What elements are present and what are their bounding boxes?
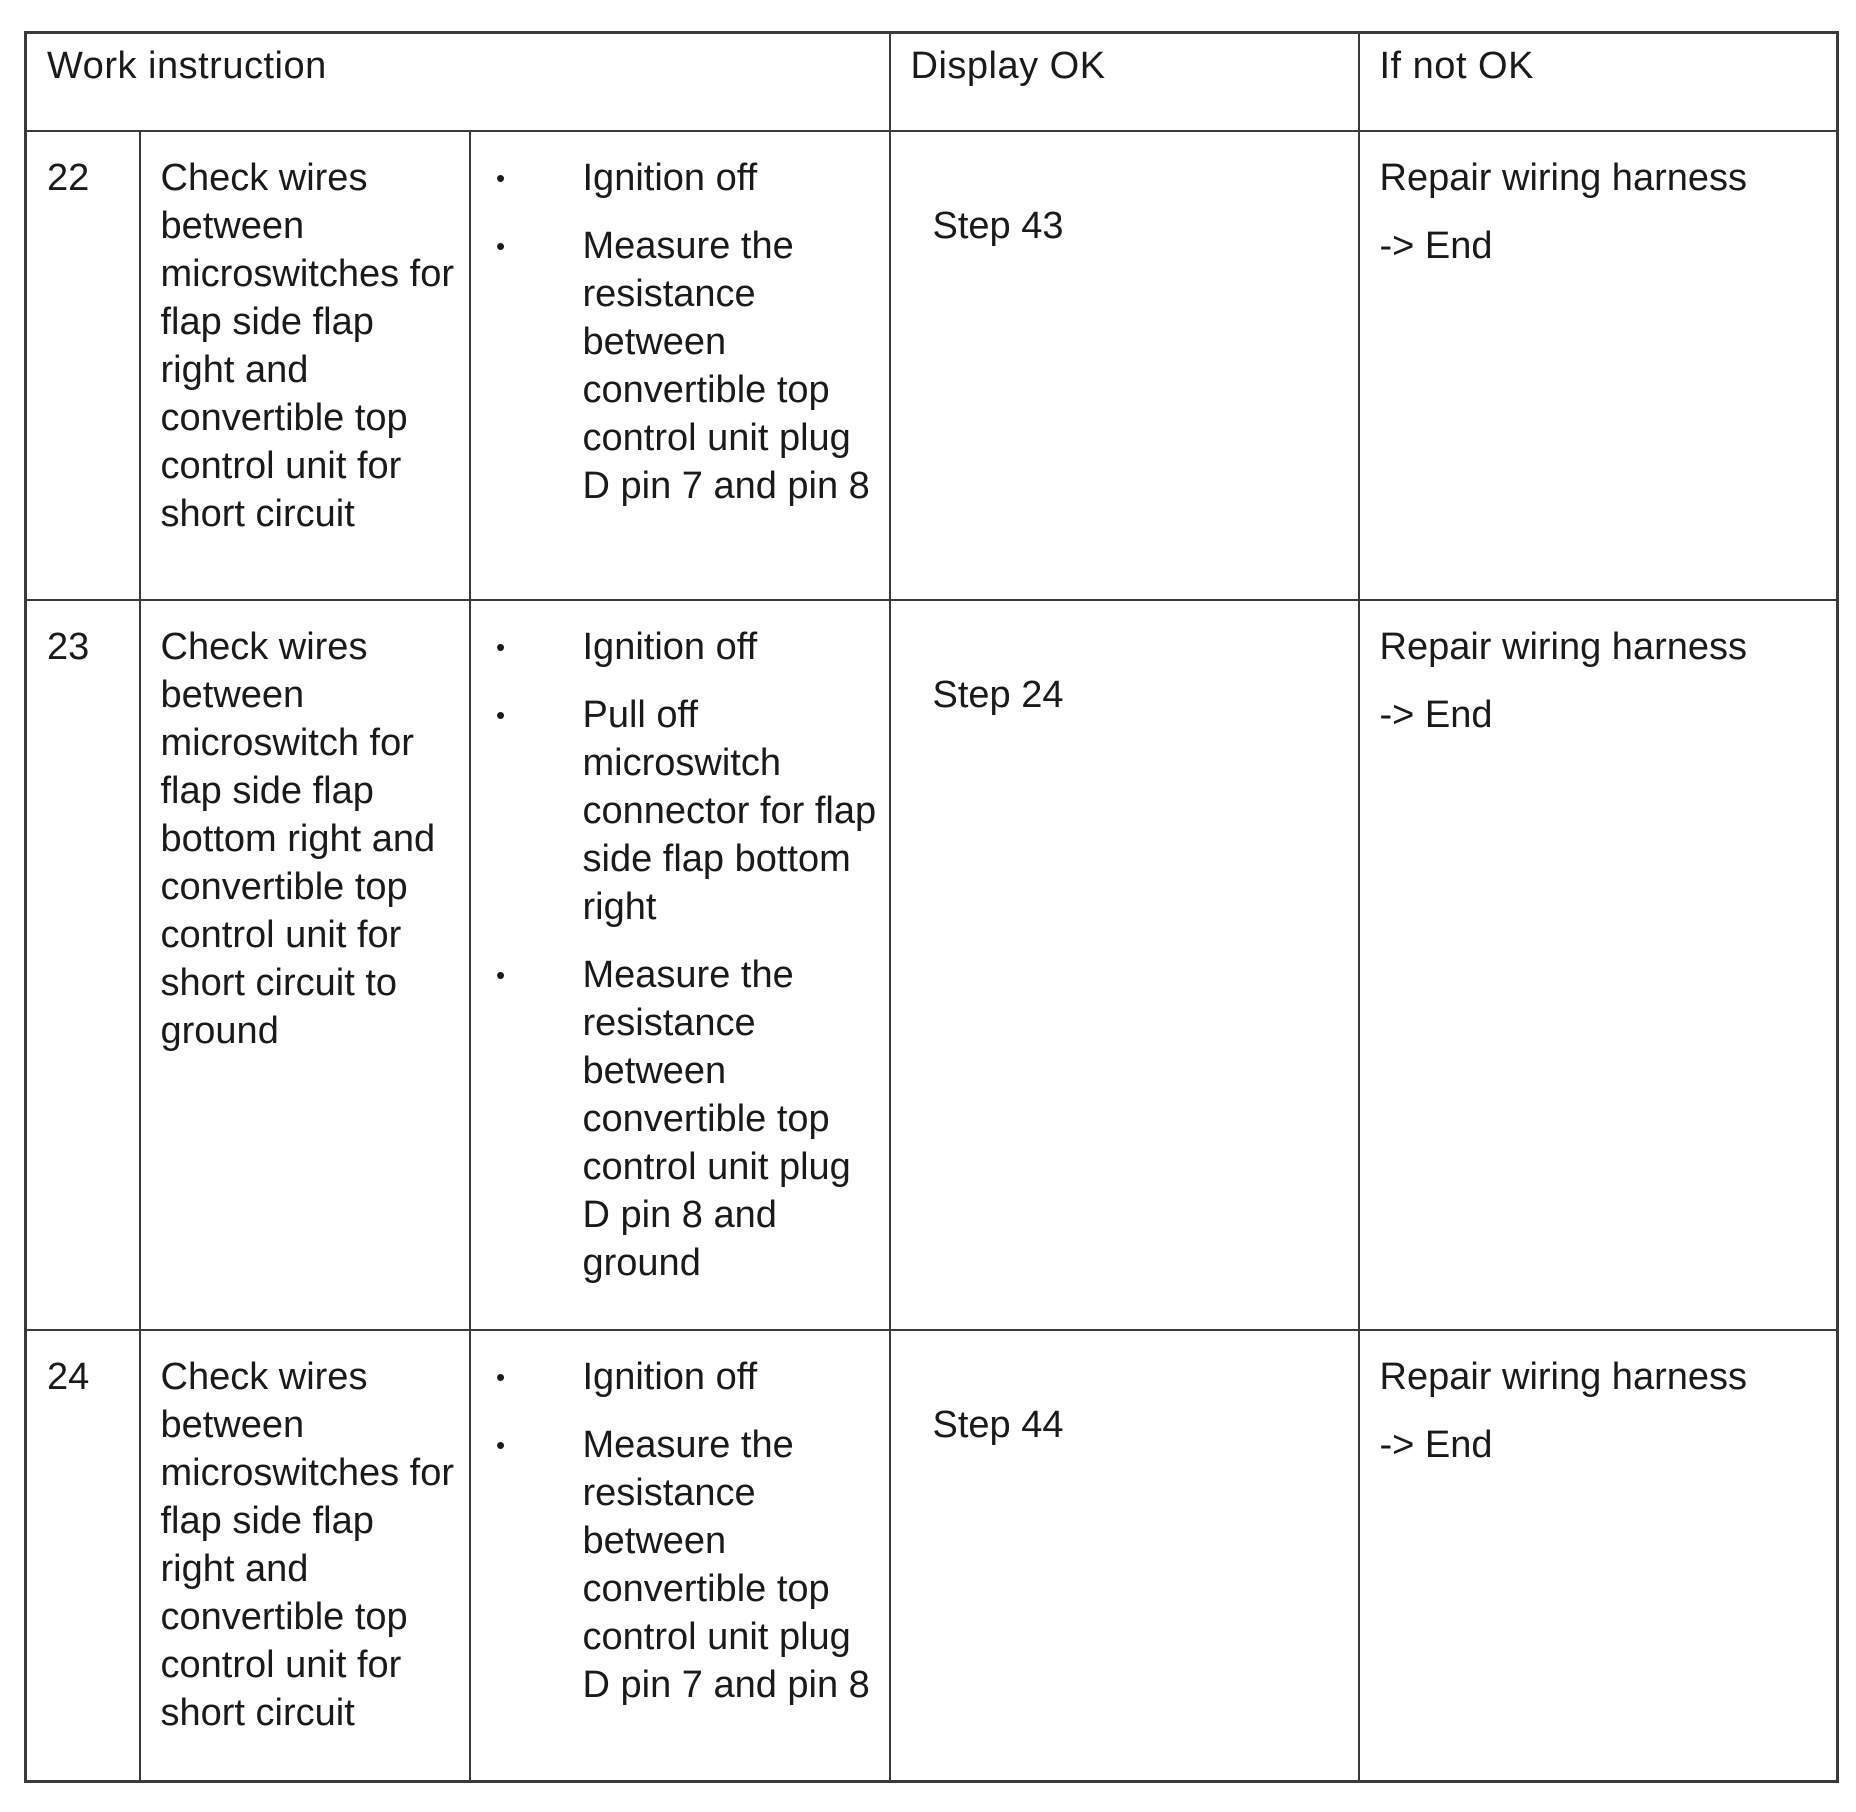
display-ok-cell bbox=[890, 131, 1359, 600]
work-instruction-table bbox=[24, 31, 1839, 1783]
table-row bbox=[26, 131, 1838, 600]
list-item: • Measure the resistance between convertible top control unit plug D pin 7 and pin 8 bbox=[471, 222, 879, 510]
bullet-icon: • bbox=[495, 1429, 506, 1460]
if-not-ok-value: Repair wiring harness bbox=[1379, 156, 1747, 199]
display-ok-value: Step 43 bbox=[932, 204, 1064, 247]
if-not-ok-next: -> End bbox=[1379, 693, 1493, 736]
table-header-row bbox=[26, 33, 1838, 131]
table-row bbox=[26, 1330, 1838, 1782]
action-list bbox=[471, 623, 879, 1287]
list-item: • Measure the resistance between convertible top control unit plug D pin 8 and ground bbox=[471, 951, 879, 1287]
step-description: Check wires between microswitches for flap side flap right and convertible top control unit for short circuit bbox=[140, 131, 470, 600]
step-actions bbox=[470, 600, 890, 1330]
display-ok-cell bbox=[890, 600, 1359, 1330]
list-item: • Pull off microswitch connector for flap side flap bottom right bbox=[471, 691, 879, 931]
if-not-ok-value: Repair wiring harness bbox=[1379, 625, 1747, 668]
if-not-ok-next: -> End bbox=[1379, 224, 1493, 267]
bullet-icon: • bbox=[495, 1361, 506, 1392]
bullet-icon: • bbox=[495, 162, 506, 193]
header-if-not-ok: If not OK bbox=[1359, 33, 1838, 131]
bullet-icon: • bbox=[495, 959, 506, 990]
table-row bbox=[26, 600, 1838, 1330]
if-not-ok-cell bbox=[1359, 131, 1838, 600]
step-description: Check wires between microswitches for flap side flap right and convertible top control unit for short circuit bbox=[140, 1330, 470, 1782]
if-not-ok-cell bbox=[1359, 1330, 1838, 1782]
list-item: • Ignition off bbox=[471, 623, 879, 671]
list-item: • Measure the resistance between convertible top control unit plug D pin 7 and pin 8 bbox=[471, 1421, 879, 1709]
display-ok-cell bbox=[890, 1330, 1359, 1782]
step-number: 23 bbox=[26, 600, 140, 1330]
list-item: • Ignition off bbox=[471, 154, 879, 202]
bullet-icon: • bbox=[495, 631, 506, 662]
if-not-ok-cell bbox=[1359, 600, 1838, 1330]
step-number: 24 bbox=[26, 1330, 140, 1782]
display-ok-value: Step 44 bbox=[932, 1403, 1064, 1446]
step-description: Check wires between microswitch for flap side flap bottom right and convertible top control unit for short circuit to ground bbox=[140, 600, 470, 1330]
header-work-instruction: Work instruction bbox=[26, 33, 890, 131]
step-actions bbox=[470, 131, 890, 600]
bullet-icon: • bbox=[495, 230, 506, 261]
display-ok-value: Step 24 bbox=[932, 673, 1064, 716]
bullet-icon: • bbox=[495, 699, 506, 730]
list-item: • Ignition off bbox=[471, 1353, 879, 1401]
step-actions bbox=[470, 1330, 890, 1782]
if-not-ok-value: Repair wiring harness bbox=[1379, 1355, 1747, 1398]
header-display-ok: Display OK bbox=[890, 33, 1359, 131]
step-number: 22 bbox=[26, 131, 140, 600]
action-list bbox=[471, 1353, 879, 1709]
action-list bbox=[471, 154, 879, 510]
if-not-ok-next: -> End bbox=[1379, 1423, 1493, 1466]
